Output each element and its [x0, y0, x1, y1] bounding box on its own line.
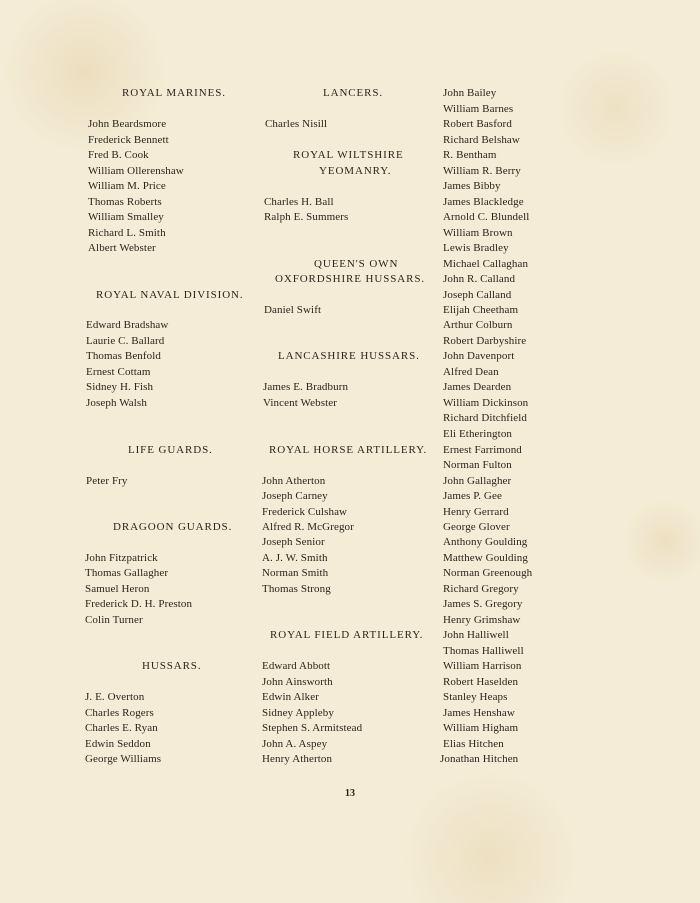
section-heading-royal-naval-division: ROYAL NAVAL DIVISION. [96, 289, 244, 301]
section-heading-oxfordshire-hussars: OXFORDSHIRE HUSSARS. [275, 273, 426, 285]
list-item: Thomas Gallagher [85, 567, 169, 579]
section-heading-queens-own: QUEEN'S OWN [314, 258, 399, 270]
section-heading-royal-marines: ROYAL MARINES. [122, 87, 226, 99]
list-item: Joseph Calland [443, 289, 512, 301]
list-item: Charles H. Ball [264, 196, 334, 208]
list-item: William R. Berry [443, 165, 521, 177]
section-heading-yeomanry: YEOMANRY. [319, 165, 392, 177]
list-item: Ralph E. Summers [264, 211, 349, 223]
list-item: Frederick Culshaw [262, 506, 348, 518]
list-item: Robert Darbyshire [443, 335, 527, 347]
section-heading-royal-wiltshire: ROYAL WILTSHIRE [293, 149, 404, 161]
list-item: Robert Haselden [443, 676, 519, 688]
list-item: Peter Fry [86, 475, 128, 487]
list-item: Edwin Alker [262, 691, 320, 703]
list-item: William Smalley [88, 211, 164, 223]
list-item: Elias Hitchen [443, 738, 504, 750]
list-item: Edwin Seddon [85, 738, 151, 750]
list-item: Joseph Walsh [86, 397, 147, 409]
list-item: James Bibby [443, 180, 501, 192]
list-item: James Henshaw [443, 707, 515, 719]
list-item: Richard Belshaw [443, 134, 520, 146]
list-item: John Ainsworth [262, 676, 333, 688]
list-item: Edward Bradshaw [86, 319, 169, 331]
list-item: Alfred Dean [443, 366, 499, 378]
list-item: Albert Webster [88, 242, 156, 254]
list-item: Anthony Goulding [443, 536, 528, 548]
list-item: Arthur Colburn [443, 319, 513, 331]
list-item: Sidney Appleby [262, 707, 334, 719]
section-heading-life-guards: LIFE GUARDS. [128, 444, 213, 456]
list-item: Stephen S. Armitstead [262, 722, 363, 734]
list-item: Michael Callaghan [443, 258, 529, 270]
section-heading-hussars: HUSSARS. [142, 660, 202, 672]
list-item: Charles E. Ryan [85, 722, 158, 734]
list-item: R. Bentham [443, 149, 497, 161]
list-item: John Davenport [443, 350, 515, 362]
list-item: William Dickinson [443, 397, 529, 409]
list-item: Thomas Strong [262, 583, 331, 595]
list-item: Elijah Cheetham [443, 304, 519, 316]
list-item: Stanley Heaps [443, 691, 508, 703]
list-item: Matthew Goulding [443, 552, 529, 564]
list-item: Alfred R. McGregor [262, 521, 354, 533]
list-item: Arnold C. Blundell [443, 211, 530, 223]
list-item: William M. Price [88, 180, 166, 192]
list-item: William Harrison [443, 660, 522, 672]
list-item: Thomas Roberts [88, 196, 162, 208]
list-item: Ernest Farrimond [443, 444, 522, 456]
list-item: Frederick D. H. Preston [85, 598, 193, 610]
list-item: George Williams [85, 753, 162, 765]
list-item: John Bailey [443, 87, 497, 99]
section-heading-lancashire-hussars: LANCASHIRE HUSSARS. [278, 350, 420, 362]
list-item: Ernest Cottam [86, 366, 151, 378]
list-item: Richard L. Smith [88, 227, 166, 239]
list-item: Fred B. Cook [88, 149, 149, 161]
list-item: William Ollerenshaw [88, 165, 184, 177]
list-item: Norman Fulton [443, 459, 512, 471]
list-item: Henry Gerrard [443, 506, 509, 518]
list-item: John A. Aspey [262, 738, 328, 750]
list-item: Norman Smith [262, 567, 329, 579]
list-item: James Dearden [443, 381, 512, 393]
list-item: Jonathan Hitchen [440, 753, 519, 765]
section-heading-lancers: LANCERS. [323, 87, 384, 99]
list-item: James E. Bradburn [263, 381, 349, 393]
list-item: William Higham [443, 722, 519, 734]
list-item: Joseph Senior [262, 536, 325, 548]
list-item: Sidney H. Fish [86, 381, 154, 393]
list-item: John Beardsmore [88, 118, 167, 130]
list-item: William Barnes [443, 103, 514, 115]
list-item: George Glover [443, 521, 510, 533]
list-item: Samuel Heron [85, 583, 150, 595]
list-item: Norman Greenough [443, 567, 533, 579]
list-item: Laurie C. Ballard [86, 335, 165, 347]
list-item: Edward Abbott [262, 660, 331, 672]
list-item: James P. Gee [443, 490, 502, 502]
list-item: Eli Etherington [443, 428, 513, 440]
list-item: Daniel Swift [264, 304, 322, 316]
list-item: J. E. Overton [85, 691, 145, 703]
list-item: James S. Gregory [443, 598, 523, 610]
list-item: Charles Nisill [265, 118, 328, 130]
section-heading-royal-horse-artillery: ROYAL HORSE ARTILLERY. [269, 444, 428, 456]
list-item: Vincent Webster [263, 397, 337, 409]
list-item: William Brown [443, 227, 513, 239]
section-heading-royal-field-artillery: ROYAL FIELD ARTILLERY. [270, 629, 424, 641]
list-item: James Blackledge [443, 196, 524, 208]
list-item: Charles Rogers [85, 707, 154, 719]
list-item: Thomas Halliwell [443, 645, 524, 657]
list-item: Thomas Benfold [86, 350, 162, 362]
list-item: Frederick Bennett [88, 134, 169, 146]
list-item: A. J. W. Smith [262, 552, 328, 564]
list-item: John R. Calland [443, 273, 516, 285]
page-number: 13 [345, 788, 355, 799]
section-heading-dragoon-guards: DRAGOON GUARDS. [113, 521, 233, 533]
list-item: Richard Gregory [443, 583, 519, 595]
list-item: Lewis Bradley [443, 242, 509, 254]
list-item: Joseph Carney [262, 490, 328, 502]
list-item: John Fitzpatrick [85, 552, 158, 564]
list-item: Robert Basford [443, 118, 512, 130]
list-item: Henry Atherton [262, 753, 333, 765]
list-item: Henry Grimshaw [443, 614, 521, 626]
list-item: Richard Ditchfield [443, 412, 527, 424]
list-item: John Gallagher [443, 475, 512, 487]
list-item: John Halliwell [443, 629, 509, 641]
list-item: Colin Turner [85, 614, 143, 626]
list-item: John Atherton [262, 475, 326, 487]
